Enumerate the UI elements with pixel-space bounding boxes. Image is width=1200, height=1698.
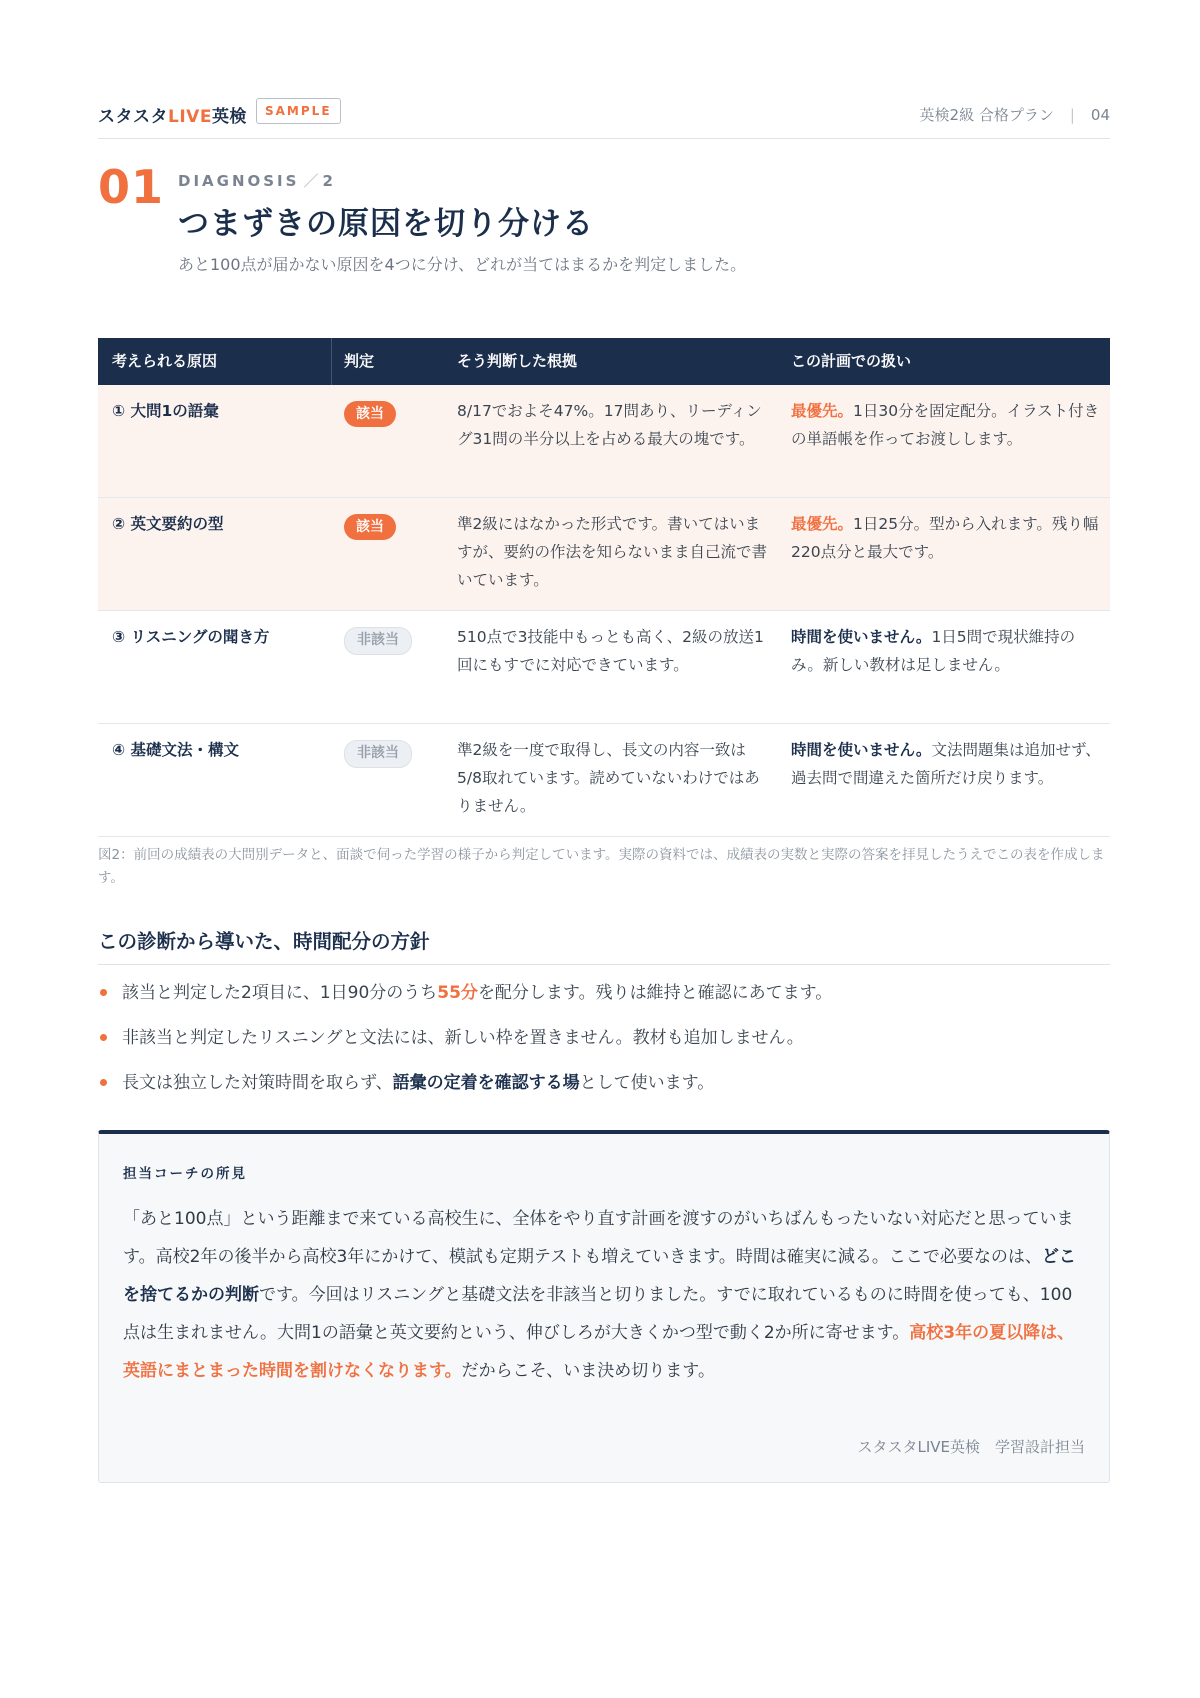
policy-heading: この診断から導いた、時間配分の方針 xyxy=(98,926,1110,965)
eyebrow-sub: 2 xyxy=(322,172,336,190)
table-row xyxy=(98,385,1110,498)
coach-signature: スタスタLIVE英検 学習設計担当 xyxy=(857,1438,1085,1456)
verdict-badge: 非該当 xyxy=(344,627,412,655)
section-title: つまずきの原因を切り分ける xyxy=(178,206,594,242)
header-divider-line xyxy=(331,338,332,385)
eyebrow-slash: ／ xyxy=(303,172,319,190)
list-item xyxy=(98,1023,1110,1068)
coach-emphasis: 高校3年の夏以降は、英語にまとまった時間を割けなくなります。 xyxy=(123,1323,1075,1381)
verdict-cell xyxy=(344,512,396,540)
handling-cell xyxy=(791,397,1101,453)
section-eyebrow xyxy=(178,170,336,191)
column-header-cause: 考えられる原因 xyxy=(112,352,218,370)
verdict-badge: 非該当 xyxy=(344,740,412,768)
verdict-badge: 該当 xyxy=(344,401,396,427)
bullet-dot-icon xyxy=(100,1079,107,1086)
bullet-dot-icon xyxy=(100,1034,107,1041)
handling-cell xyxy=(791,623,1101,679)
handling-cell xyxy=(791,510,1101,566)
cause-cell: ① 大問1の語彙 xyxy=(112,402,219,420)
cause-cell: ③ リスニングの聞き方 xyxy=(112,628,270,646)
reason-cell: 準2級を一度で取得し、長文の内容一致は5/8取れています。読めていないわけではありません。 xyxy=(457,741,760,815)
column-header-reason: そう判断した根拠 xyxy=(457,352,578,370)
bullet-emphasis: 語彙の定着を確認する場 xyxy=(392,1073,580,1093)
brand-suffix: 英検 xyxy=(211,107,247,127)
coach-text: だからこそ、いま決め切ります。 xyxy=(461,1361,715,1381)
brand-live: LIVE xyxy=(168,107,212,127)
column-header-verdict: 判定 xyxy=(344,352,375,370)
section-number: 01 xyxy=(98,160,165,214)
header-divider: | xyxy=(1069,106,1075,124)
handling-text: 1日30分を固定配分。イラスト付きの単語帳を作ってお渡しします。 xyxy=(791,402,1100,448)
page-header xyxy=(98,98,1110,139)
list-item xyxy=(98,1068,1110,1113)
bullet-dot-icon xyxy=(100,989,107,996)
bullet-text: 長文は独立した対策時間を取らず、 xyxy=(122,1073,393,1093)
coach-comment-body xyxy=(123,1200,1085,1390)
bullet-text: 非該当と判定したリスニングと文法には、新しい枠を置きません。教材も追加しません。 xyxy=(122,1028,804,1048)
verdict-cell xyxy=(344,738,412,768)
verdict-badge: 該当 xyxy=(344,514,396,540)
page-number: 04 xyxy=(1090,106,1110,124)
handling-text: 文法問題集は追加せず、過去問で間違えた箇所だけ戻ります。 xyxy=(791,741,1101,787)
diagnosis-table xyxy=(98,338,1110,837)
bullet-text: として使います。 xyxy=(579,1073,715,1093)
verdict-cell xyxy=(344,399,396,427)
eyebrow-label: DIAGNOSIS xyxy=(178,172,300,190)
reason-cell: 510点で3技能中もっとも高く、2級の放送1回にもすでに対応できています。 xyxy=(457,628,764,674)
handling-text: 1日25分。型から入れます。残り幅220点分と最大です。 xyxy=(791,515,1099,561)
reason-cell: 準2級にはなかった形式です。書いてはいますが、要約の作法を知らないまま自己流で書いています。 xyxy=(457,515,768,589)
cause-cell: ② 英文要約の型 xyxy=(112,515,224,533)
table-row xyxy=(98,724,1110,837)
coach-emphasis: どこを捨てるかの判断 xyxy=(123,1247,1076,1305)
policy-list xyxy=(98,978,1110,1113)
handling-lead: 最優先。 xyxy=(791,402,854,420)
table-header xyxy=(98,338,1110,385)
handling-text: 1日5問で現状維持のみ。新しい教材は足しません。 xyxy=(791,628,1076,674)
handling-lead: 時間を使いません。 xyxy=(791,741,932,759)
column-header-handling: この計画での扱い xyxy=(791,352,912,370)
bullet-emphasis: 55分 xyxy=(437,983,478,1003)
verdict-cell xyxy=(344,625,412,655)
section-lead: あと100点が届かない原因を4つに分け、どれが当てはまるかを判定しました。 xyxy=(178,255,747,274)
coach-comment-box xyxy=(98,1130,1110,1483)
table-caption: 図2：前回の成績表の大問別データと、面談で伺った学習の様子から判定しています。実際の資料では、成績表の実数と実際の答案を拝見したうえでこの表を作成します。 xyxy=(98,847,1105,886)
list-item xyxy=(98,978,1110,1023)
plan-name: 英検2級 合格プラン xyxy=(919,106,1054,124)
table-row xyxy=(98,611,1110,724)
coach-label: 担当コーチの所見 xyxy=(123,1166,247,1182)
header-meta xyxy=(920,104,1110,125)
cause-cell: ④ 基礎文法・構文 xyxy=(112,741,240,759)
bullet-text: 該当と判定した2項目に、1日90分のうち xyxy=(122,983,438,1003)
coach-text: 「あと100点」という距離まで来ている高校生に、全体をやり直す計画を渡すのがいちばんもったいない対応だと思っています。高校2年の後半から高校3年にかけて、模試も定期テストも増えていきます。時間は確実に減る。ここで必要なのは、 xyxy=(123,1209,1074,1267)
table-row xyxy=(98,498,1110,611)
bullet-text: を配分します。残りは維持と確認にあてます。 xyxy=(477,983,833,1003)
sample-badge: SAMPLE xyxy=(256,98,341,124)
brand-prefix: スタスタ xyxy=(98,107,168,127)
handling-lead: 時間を使いません。 xyxy=(791,628,932,646)
handling-lead: 最優先。 xyxy=(791,515,854,533)
reason-cell: 8/17でおよそ47%。17問あり、リーディング31問の半分以上を占める最大の塊です。 xyxy=(457,402,762,448)
brand-logo xyxy=(98,102,247,127)
coach-text: です。今回はリスニングと基礎文法を非該当と切りました。すでに取れているものに時間を使っても、100点は生まれません。大問1の語彙と英文要約という、伸びしろが大きくかつ型で動く2か所に寄せます。 xyxy=(123,1285,1073,1343)
handling-cell xyxy=(791,736,1101,792)
